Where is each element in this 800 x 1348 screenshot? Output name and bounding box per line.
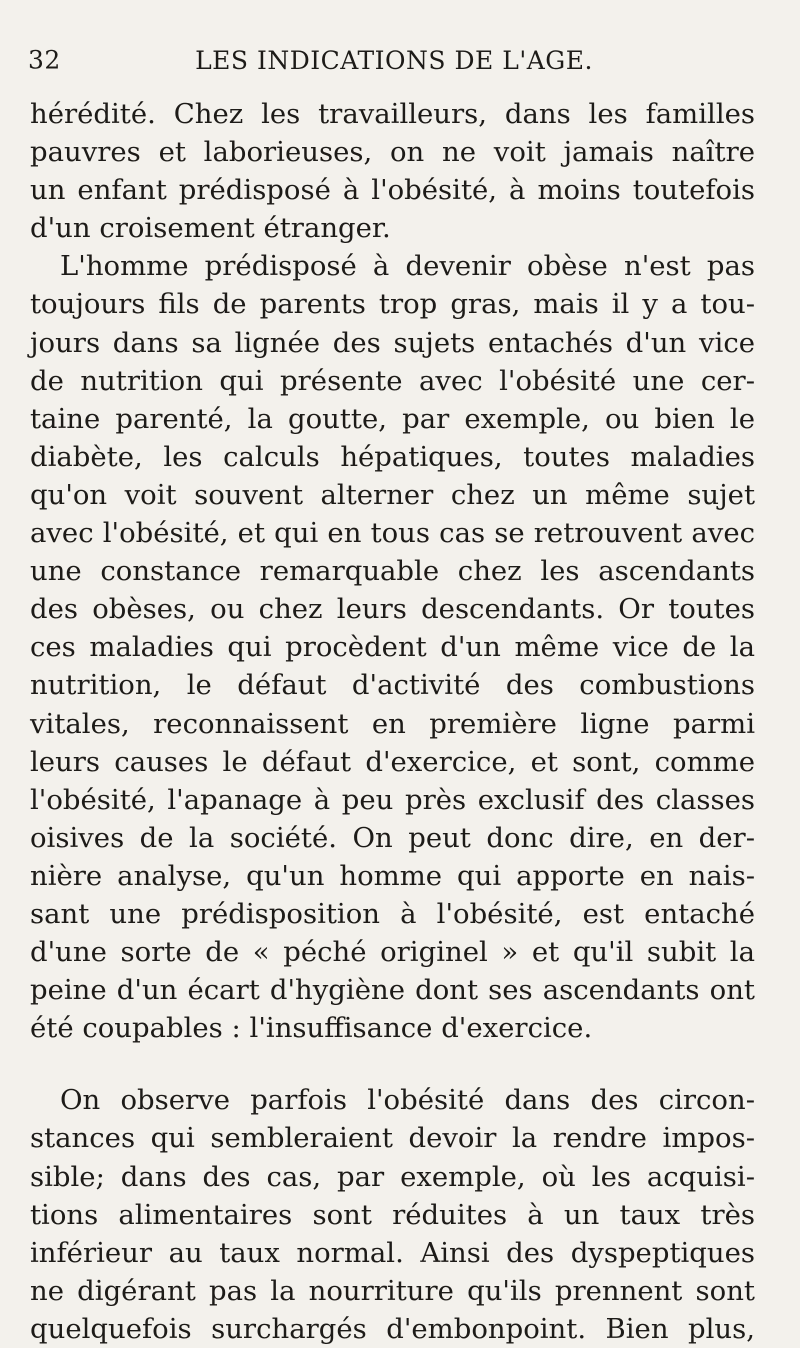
text-line: ces maladies qui procèdent d'un même vice de la [30,631,755,664]
text-line: pauvres et laborieuses, on ne voit jamais naître [30,136,755,169]
text-line: nière analyse, qu'un homme qui apporte en nais- [30,859,755,892]
text-line: sible; dans des cas, par exemple, où les acquisi- [30,1160,755,1193]
text-line: vitales, reconnaissent en première ligne parmi [30,707,755,740]
running-title: LES INDICATIONS DE L'AGE. [195,45,593,75]
text-line: été coupables : l'insuffisance d'exercice. [30,1012,593,1045]
paragraph-gap [30,1047,755,1081]
text-line: oisives de la société. On peut donc dire, en der- [30,821,755,854]
page-number: 32 [28,45,61,75]
text-line: diabète, les calculs hépatiques, toutes maladies [30,440,755,473]
text-line: peine d'un écart d'hygiène dont ses ascendants ont [30,974,755,1007]
text-line: jours dans sa lignée des sujets entachés d'un vice [30,326,755,359]
text-line: qu'on voit souvent alterner chez un même sujet [30,478,755,511]
text-line: avec l'obésité, et qui en tous cas se retrouvent avec [30,517,755,550]
body-text [30,95,755,1348]
text-line: des obèses, ou chez leurs descendants. Or toutes [30,593,755,626]
text-line: inférieur au taux normal. Ainsi des dyspeptiques [30,1236,755,1269]
text-line: taine parenté, la goutte, par exemple, ou bien le [30,402,755,435]
text-line: tions alimentaires sont réduites à un taux très [30,1198,755,1231]
paragraph [30,247,755,1047]
text-line: de nutrition qui présente avec l'obésité une cer- [30,364,755,397]
text-line: toujours fils de parents trop gras, mais il y a tou- [30,288,755,321]
paragraph [30,95,755,247]
text-line: L'homme prédisposé à devenir obèse n'est pas [60,250,755,283]
text-line: d'une sorte de « péché originel » et qu'il subit la [30,936,755,969]
text-line: On observe parfois l'obésité dans des circon- [60,1084,755,1117]
text-line: nutrition, le défaut d'activité des combustions [30,669,755,702]
text-line: leurs causes le défaut d'exercice, et sont, comme [30,745,755,778]
text-line: quelquefois surchargés d'embonpoint. Bien plus, [30,1312,755,1345]
text-line: stances qui sembleraient devoir la rendre impos- [30,1122,755,1155]
page-header [28,40,740,80]
paragraph [30,1081,755,1348]
text-line: sant une prédisposition à l'obésité, est entaché [30,897,755,930]
text-line: un enfant prédisposé à l'obésité, à moins toutefois [30,174,755,207]
text-line: ne digérant pas la nourriture qu'ils prennent sont [30,1274,755,1307]
text-line: d'un croisement étranger. [30,212,391,245]
text-line: l'obésité, l'apanage à peu près exclusif des classes [30,783,755,816]
text-line: une constance remarquable chez les ascendants [30,555,755,588]
text-line: hérédité. Chez les travailleurs, dans les familles [30,98,755,130]
